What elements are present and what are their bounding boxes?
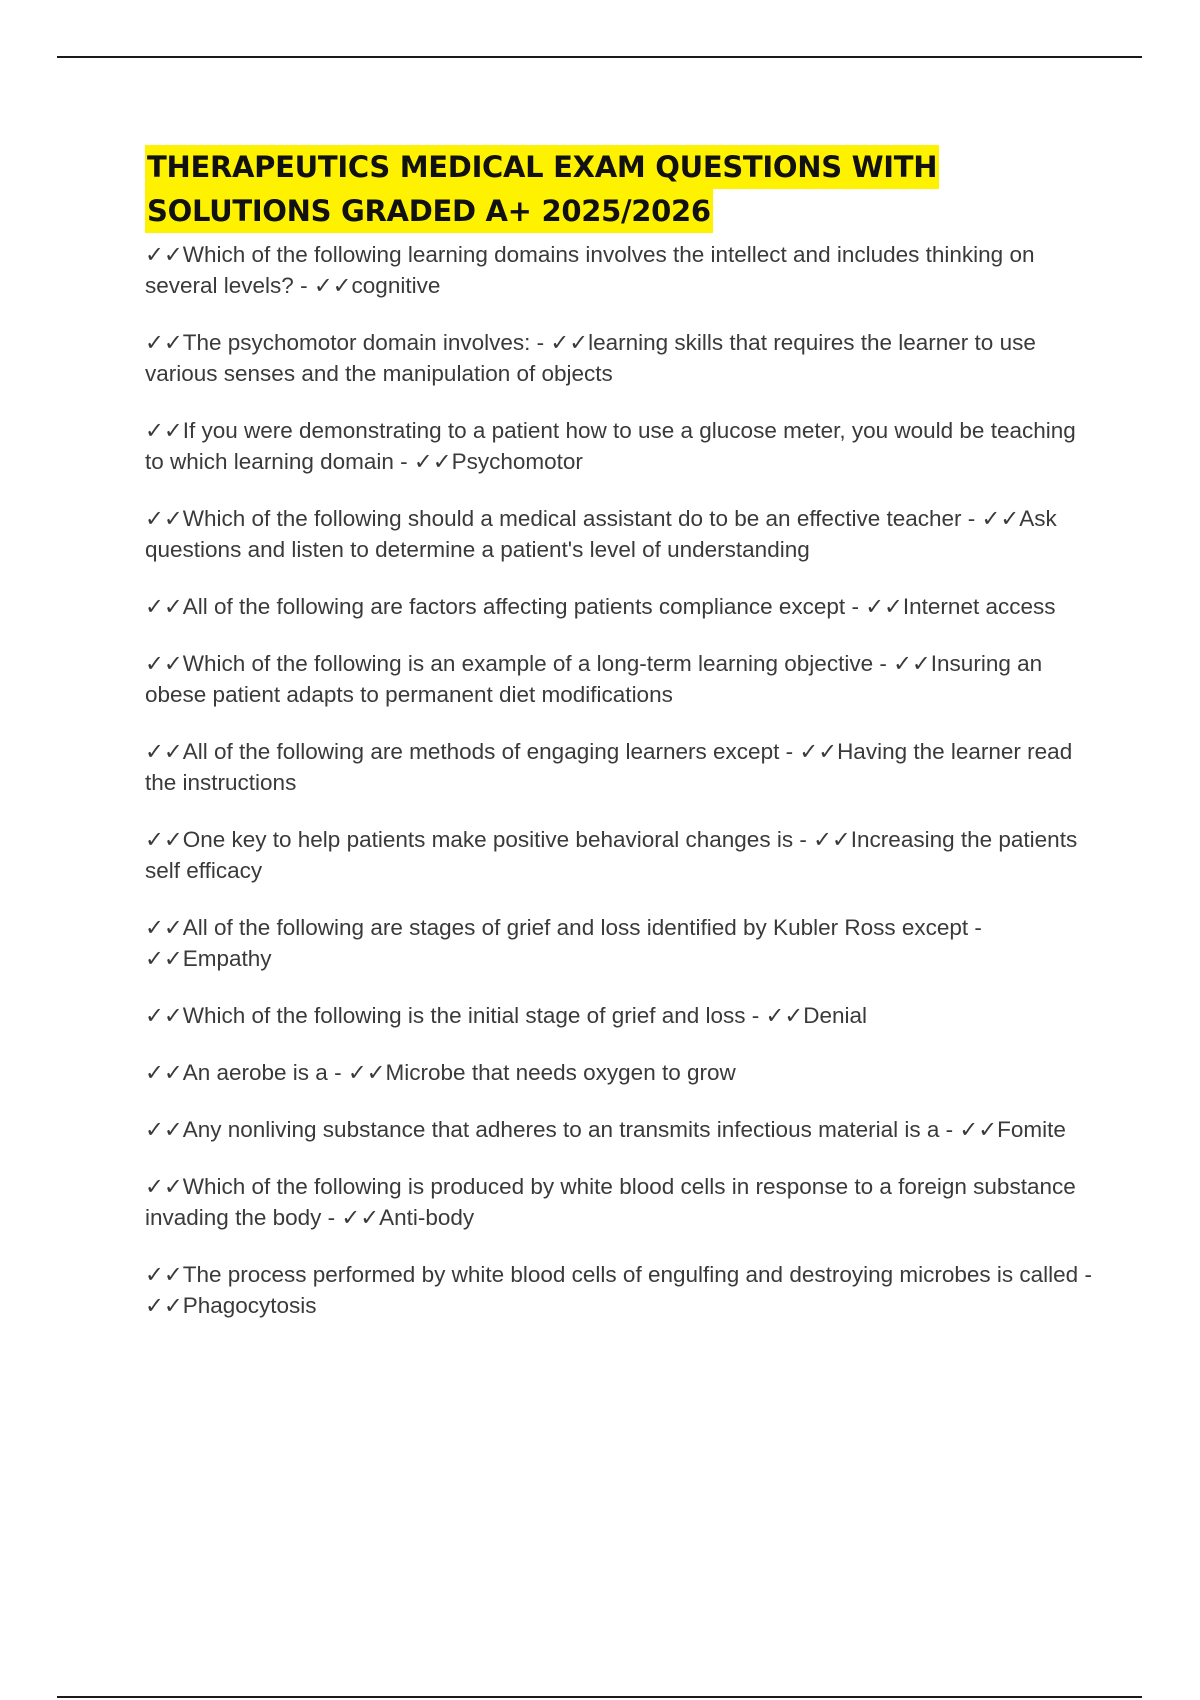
separator: -: [939, 1117, 960, 1142]
question-text: All of the following are methods of engaging learners except: [182, 739, 780, 764]
question-item: [145, 1114, 1095, 1145]
separator: -: [779, 739, 800, 764]
answer-text: Insuring an obese patient adapts to permanent diet modifications: [145, 651, 1043, 707]
answer-text: learning skills that requires the learner to use various senses and the manipulation of objects: [145, 330, 1036, 386]
check-mark-icon: ✓✓: [145, 1262, 183, 1287]
check-mark-icon: ✓✓: [981, 506, 1020, 531]
answer-text: Phagocytosis: [182, 1293, 317, 1318]
separator: -: [327, 1060, 348, 1085]
answer-text: Anti-body: [379, 1205, 475, 1230]
check-mark-icon: ✓✓: [145, 946, 183, 971]
separator: -: [745, 1003, 766, 1028]
question-text: The process performed by white blood cells of engulfing and destroying microbes is called: [182, 1262, 1079, 1287]
check-mark-icon: ✓✓: [413, 449, 452, 474]
question-text: The psychomotor domain involves:: [182, 330, 531, 355]
check-mark-icon: ✓✓: [550, 330, 589, 355]
question-item: [145, 415, 1095, 477]
question-item: [145, 1259, 1095, 1321]
question-item: [145, 648, 1095, 710]
check-mark-icon: ✓✓: [893, 651, 931, 676]
check-mark-icon: ✓✓: [765, 1003, 804, 1028]
question-item: [145, 503, 1095, 565]
question-item: [145, 1000, 1095, 1031]
check-mark-icon: ✓✓: [145, 915, 183, 940]
check-mark-icon: ✓✓: [145, 1003, 183, 1028]
check-mark-icon: ✓✓: [145, 594, 183, 619]
question-item: [145, 327, 1095, 389]
document-body: [145, 145, 1095, 1347]
question-text: Which of the following is an example of a long-term learning objective: [182, 651, 874, 676]
question-text: Any nonliving substance that adheres to an transmits infectious material is a: [182, 1117, 940, 1142]
question-text: One key to help patients make positive behavioral changes is: [182, 827, 794, 852]
title-line: SOLUTIONS GRADED A+ 2025/2026: [145, 189, 713, 233]
check-mark-icon: ✓✓: [145, 1117, 183, 1142]
question-item: [145, 591, 1095, 622]
check-mark-icon: ✓✓: [145, 1174, 183, 1199]
question-item: [145, 736, 1095, 798]
separator: -: [293, 273, 314, 298]
separator: -: [321, 1205, 342, 1230]
top-rule: [57, 56, 1142, 58]
separator: -: [530, 330, 551, 355]
question-item: [145, 1171, 1095, 1233]
bottom-rule: [57, 1696, 1142, 1698]
question-text: An aerobe is a: [182, 1060, 328, 1085]
check-mark-icon: ✓✓: [959, 1117, 998, 1142]
question-text: Which of the following should a medical assistant do to be an effective teacher: [182, 506, 962, 531]
answer-text: cognitive: [351, 273, 441, 298]
check-mark-icon: ✓✓: [145, 827, 183, 852]
question-text: Which of the following learning domains involves the intellect and includes thinking on several levels?: [145, 242, 1035, 298]
check-mark-icon: ✓✓: [799, 739, 838, 764]
check-mark-icon: ✓✓: [145, 739, 183, 764]
check-mark-icon: ✓✓: [813, 827, 851, 852]
question-text: All of the following are factors affecting patients compliance except: [182, 594, 846, 619]
answer-text: Ask questions and listen to determine a patient's level of understanding: [145, 506, 1057, 562]
check-mark-icon: ✓✓: [341, 1205, 380, 1230]
separator: -: [845, 594, 866, 619]
answer-text: Microbe that needs oxygen to grow: [385, 1060, 736, 1085]
check-mark-icon: ✓✓: [145, 506, 183, 531]
document-title: [145, 145, 1095, 233]
separator: -: [793, 827, 814, 852]
answer-text: Having the learner read the instructions: [145, 739, 1073, 795]
check-mark-icon: ✓✓: [145, 1293, 183, 1318]
answer-text: Internet access: [902, 594, 1056, 619]
question-item: [145, 239, 1095, 301]
check-mark-icon: ✓✓: [145, 418, 183, 443]
title-line: THERAPEUTICS MEDICAL EXAM QUESTIONS WITH: [145, 145, 939, 189]
answer-text: Empathy: [182, 946, 272, 971]
check-mark-icon: ✓✓: [145, 330, 183, 355]
check-mark-icon: ✓✓: [347, 1060, 386, 1085]
separator: -: [961, 506, 982, 531]
check-mark-icon: ✓✓: [145, 1060, 183, 1085]
question-item: [145, 912, 1095, 974]
answer-text: Increasing the patients self efficacy: [145, 827, 1078, 883]
answer-text: Denial: [803, 1003, 868, 1028]
check-mark-icon: ✓✓: [313, 273, 352, 298]
check-mark-icon: ✓✓: [865, 594, 903, 619]
question-item: [145, 824, 1095, 886]
question-text: All of the following are stages of grief and loss identified by Kubler Ross except: [182, 915, 969, 940]
question-text: If you were demonstrating to a patient how to use a glucose meter, you would be teaching to which learning domain: [145, 418, 1076, 474]
answer-text: Psychomotor: [451, 449, 583, 474]
separator: -: [968, 915, 982, 940]
check-mark-icon: ✓✓: [145, 242, 183, 267]
question-item: [145, 1057, 1095, 1088]
question-list: [145, 239, 1095, 1321]
question-text: Which of the following is produced by white blood cells in response to a foreign substance invading the body: [145, 1174, 1076, 1230]
question-text: Which of the following is the initial stage of grief and loss: [182, 1003, 746, 1028]
separator: -: [873, 651, 894, 676]
check-mark-icon: ✓✓: [145, 651, 183, 676]
separator: -: [1078, 1262, 1092, 1287]
separator: -: [393, 449, 414, 474]
answer-text: Fomite: [997, 1117, 1066, 1142]
